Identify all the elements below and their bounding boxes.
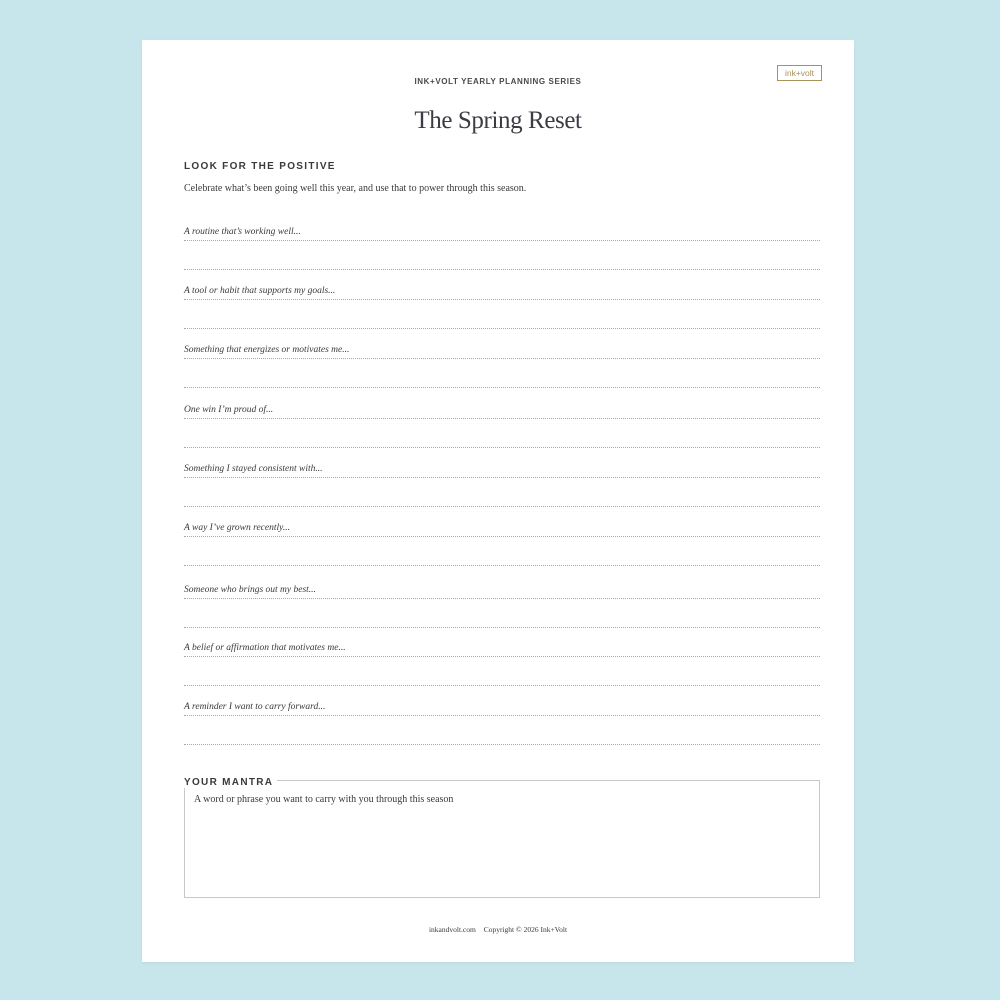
mantra-heading: YOUR MANTRA [184,777,277,788]
footer-website: inkandvolt.com [428,925,476,934]
writing-line[interactable] [184,418,820,419]
writing-line[interactable] [184,598,820,599]
section-heading: LOOK FOR THE POSITIVE [184,161,336,172]
writing-line[interactable] [184,299,820,300]
prompt-label: A tool or habit that supports my goals... [184,286,336,296]
prompt-label: One win I’m proud of... [184,405,274,415]
prompt-someone[interactable] [184,585,820,645]
prompt-consistent[interactable] [184,464,820,524]
prompt-label: A routine that’s working well... [184,227,301,237]
prompt-grown[interactable] [184,523,820,583]
prompt-label: A way I’ve grown recently... [184,523,290,533]
writing-line[interactable] [184,715,820,716]
writing-line[interactable] [184,565,820,566]
prompt-label: A reminder I want to carry forward... [184,702,326,712]
prompt-win[interactable] [184,405,820,465]
writing-line[interactable] [184,387,820,388]
prompt-label: Something that energizes or motivates me... [184,345,350,355]
prompt-belief[interactable] [184,643,820,703]
mantra-placeholder: A word or phrase you want to carry with you through this season [194,794,454,805]
footer [142,925,854,934]
writing-line[interactable] [184,358,820,359]
writing-line[interactable] [184,685,820,686]
worksheet-page [142,40,854,962]
writing-line[interactable] [184,627,820,628]
prompt-energizes[interactable] [184,345,820,405]
footer-copyright: Copyright © 2026 Ink+Volt [483,925,568,934]
writing-line[interactable] [184,240,820,241]
writing-line[interactable] [184,447,820,448]
writing-line[interactable] [184,506,820,507]
prompt-reminder[interactable] [184,702,820,762]
writing-line[interactable] [184,656,820,657]
page-title: The Spring Reset [414,107,582,134]
writing-line[interactable] [184,328,820,329]
prompt-label: Something I stayed consistent with... [184,464,323,474]
prompt-label: Someone who brings out my best... [184,585,316,595]
writing-line[interactable] [184,477,820,478]
section-intro: Celebrate what’s been going well this year, and use that to power through this season. [184,183,527,194]
writing-line[interactable] [184,744,820,745]
series-label: INK+VOLT YEARLY PLANNING SERIES [414,77,582,86]
ink-volt-logo: ink+volt [777,65,822,81]
prompt-label: A belief or affirmation that motivates me... [184,643,346,653]
writing-line[interactable] [184,269,820,270]
writing-line[interactable] [184,536,820,537]
prompt-tool-habit[interactable] [184,286,820,346]
prompt-routine[interactable] [184,227,820,287]
